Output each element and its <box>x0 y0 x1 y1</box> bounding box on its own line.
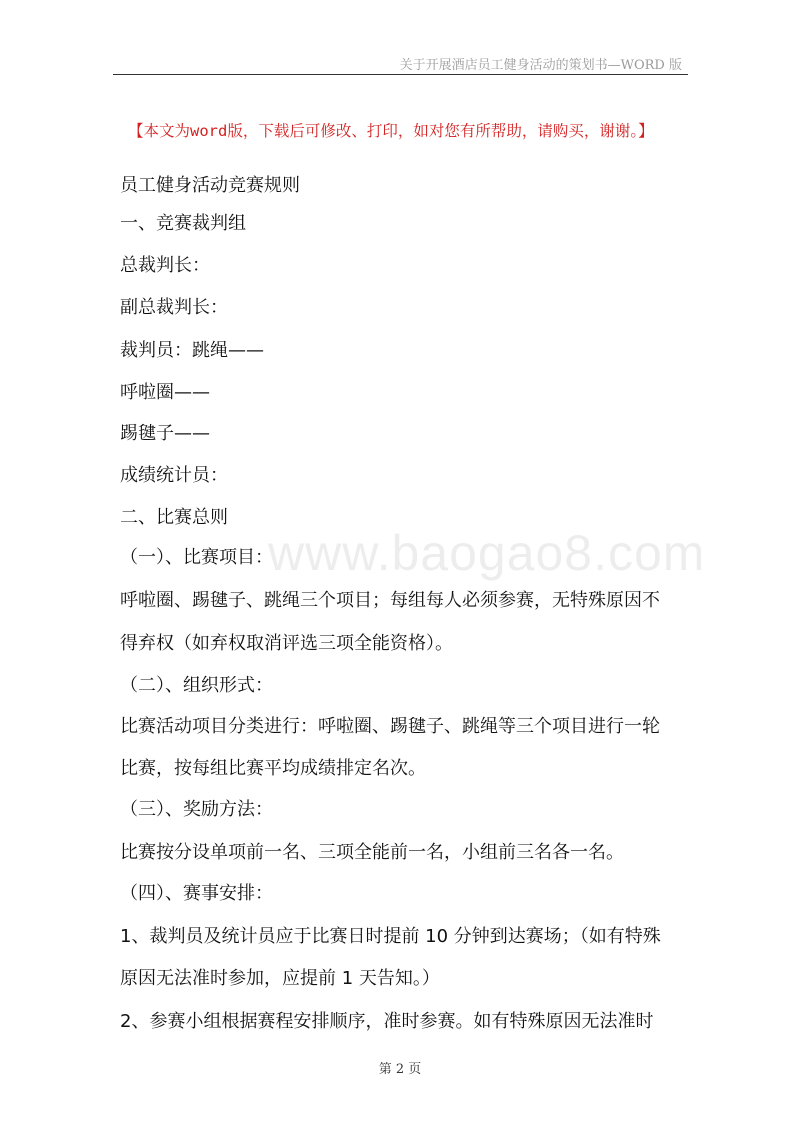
page-number: 第 2 页 <box>378 1062 422 1077</box>
paragraph-line: 呼啦圈、踢毽子、跳绳三个项目；每组每人必须参赛，无特殊原因不 <box>120 590 660 611</box>
heading-general-rules: 二、比赛总则 <box>120 507 228 528</box>
paragraph-line: 比赛按分设单项前一名、三项全能前一名，小组前三名各一名。 <box>120 842 624 863</box>
header-divider <box>113 74 688 75</box>
paragraph-line: 2、参赛小组根据赛程安排顺序，准时参赛。如有特殊原因无法准时 <box>120 1011 654 1032</box>
paragraph-line: 原因无法准时参加，应提前 1 天告知。） <box>120 968 440 989</box>
paragraph-line: 成绩统计员： <box>120 465 228 486</box>
subheading: （三）、奖励方法： <box>120 799 273 820</box>
subheading: （四）、赛事安排： <box>120 883 273 904</box>
download-notice: 【本文为word版，下载后可修改、打印，如对您有所帮助，请购买，谢谢。】 <box>128 122 654 140</box>
paragraph-line: 比赛，按每组比赛平均成绩排定名次。 <box>120 758 426 779</box>
paragraph-line: 副总裁判长： <box>120 297 228 318</box>
running-header: 关于开展酒店员工健身活动的策划书—WORD 版 <box>399 58 682 73</box>
subheading: （二）、组织形式： <box>120 675 273 696</box>
subheading: （一）、比赛项目： <box>120 547 273 568</box>
paragraph-line: 得弃权（如弃权取消评选三项全能资格）。 <box>120 633 453 654</box>
watermark: www.baogao8.com <box>268 525 706 581</box>
paragraph-line: 比赛活动项目分类进行：呼啦圈、踢毽子、跳绳等三个项目进行一轮 <box>120 716 660 737</box>
paragraph-line: 裁判员：跳绳—— <box>120 340 264 361</box>
paragraph-line: 呼啦圈—— <box>120 382 210 403</box>
paragraph-line: 踢毽子—— <box>120 423 210 444</box>
section-title: 员工健身活动竞赛规则 <box>120 175 300 196</box>
paragraph-line: 1、裁判员及统计员应于比赛日时提前 10 分钟到达赛场；（如有特殊 <box>120 926 661 947</box>
paragraph-line: 总裁判长： <box>120 255 210 276</box>
heading-referee-group: 一、竞赛裁判组 <box>120 213 246 234</box>
